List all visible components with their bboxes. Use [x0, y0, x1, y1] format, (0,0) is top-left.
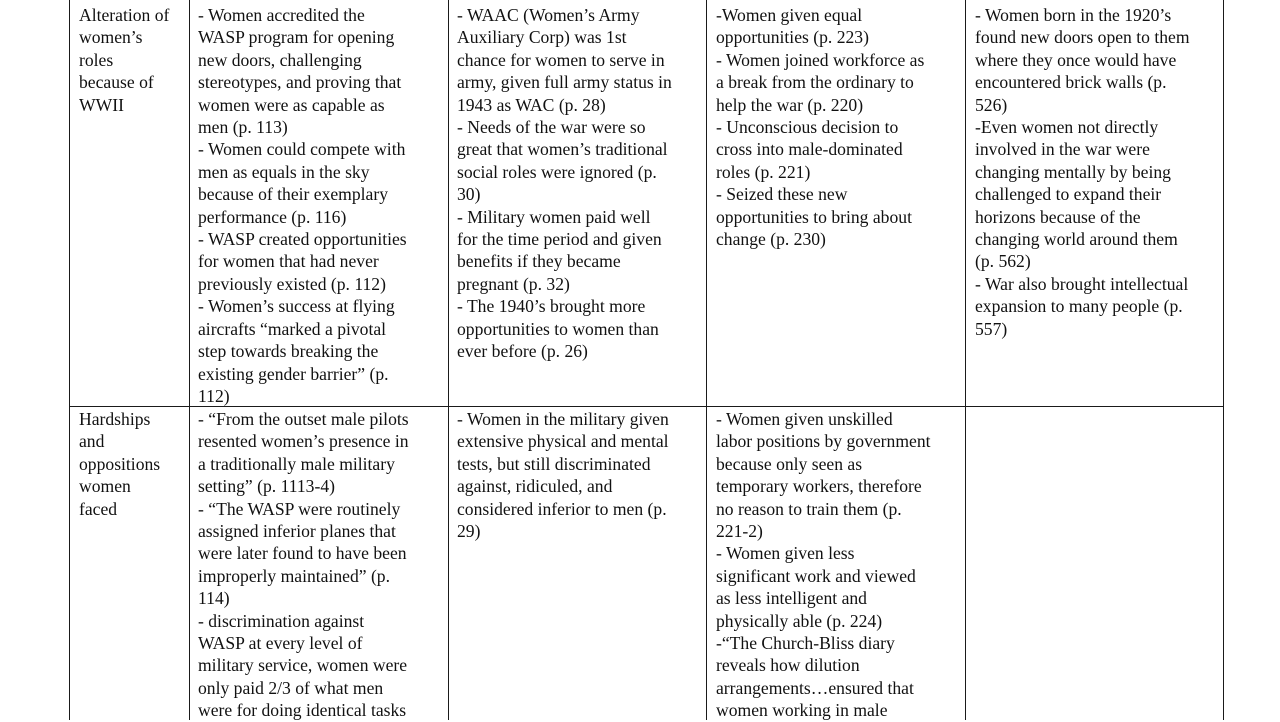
- cell-line: for women that had never: [198, 251, 379, 272]
- cell-line: oppositions: [79, 453, 161, 474]
- table-divider-1: [189, 0, 190, 720]
- cell-line: opportunities to bring about: [716, 206, 912, 227]
- table-cell-row1-heading: [79, 4, 187, 116]
- cell-line: cross into male-dominated: [716, 139, 903, 160]
- cell-line: - Unconscious decision to: [716, 117, 899, 138]
- cell-line: social roles were ignored (p.: [457, 161, 657, 182]
- cell-line: aircrafts “marked a pivotal: [198, 318, 387, 339]
- cell-line: - Women’s success at flying: [198, 296, 395, 317]
- cell-line: reveals how dilution: [716, 655, 860, 676]
- cell-line: benefits if they became: [457, 251, 621, 272]
- cell-line: extensive physical and mental: [457, 431, 669, 452]
- cell-line: only paid 2/3 of what men: [198, 677, 384, 698]
- cell-line: roles: [79, 49, 114, 70]
- cell-line: - Military women paid well: [457, 206, 651, 227]
- cell-line: stereotypes, and proving that: [198, 72, 402, 93]
- cell-line: step towards breaking the: [198, 341, 379, 362]
- cell-line: Alteration of: [79, 5, 170, 25]
- cell-line: help the war (p. 220): [716, 94, 864, 115]
- cell-line: - Women given less: [716, 543, 855, 564]
- cell-line: changing world around them: [975, 229, 1178, 250]
- cell-line: new doors, challenging: [198, 49, 362, 70]
- cell-line: physically able (p. 224): [716, 610, 883, 631]
- cell-line: were for doing identical tasks: [198, 700, 407, 721]
- cell-line: improperly maintained” (p.: [198, 565, 391, 586]
- cell-line: 30): [457, 184, 481, 205]
- cell-line: - War also brought intellectual: [975, 273, 1189, 294]
- cell-line: where they once would have: [975, 49, 1177, 70]
- cell-line: great that women’s traditional: [457, 139, 668, 160]
- cell-line: opportunities (p. 223): [716, 27, 869, 48]
- cell-line: a traditionally male military: [198, 453, 395, 474]
- cell-line: 112): [198, 385, 230, 406]
- cell-line: WWII: [79, 94, 124, 115]
- table-cell-row2-col1: [198, 408, 446, 722]
- cell-line: existing gender barrier” (p.: [198, 363, 389, 384]
- cell-line: 1943 as WAC (p. 28): [457, 94, 606, 115]
- cell-line: faced: [79, 498, 118, 519]
- cell-line: men (p. 113): [198, 117, 288, 138]
- cell-line: pregnant (p. 32): [457, 273, 570, 294]
- cell-line: Hardships: [79, 409, 151, 429]
- cell-line: WASP program for opening: [198, 27, 395, 48]
- cell-line: women’s: [79, 27, 143, 48]
- cell-line: chance for women to serve in: [457, 49, 665, 70]
- table-cell-row2-heading: [79, 408, 187, 520]
- cell-line: performance (p. 116): [198, 206, 347, 227]
- cell-line: because only seen as: [716, 453, 863, 474]
- cell-line: - Women accredited the: [198, 5, 365, 25]
- cell-line: temporary workers, therefore: [716, 476, 922, 497]
- cell-line: - The 1940’s brought more: [457, 296, 646, 317]
- cell-line: for the time period and given: [457, 229, 662, 250]
- cell-line: changing mentally by being: [975, 161, 1171, 182]
- cell-line: because of: [79, 72, 154, 93]
- cell-line: 526): [975, 94, 1008, 115]
- cell-line: - “The WASP were routinely: [198, 498, 401, 519]
- cell-line: tests, but still discriminated: [457, 453, 651, 474]
- cell-line: resented women’s presence in: [198, 431, 409, 452]
- cell-line: ever before (p. 26): [457, 341, 588, 362]
- cell-line: no reason to train them (p.: [716, 498, 902, 519]
- table-divider-2: [448, 0, 449, 720]
- cell-line: expansion to many people (p.: [975, 296, 1183, 317]
- table-border-right: [1223, 0, 1224, 720]
- cell-line: 114): [198, 588, 230, 609]
- cell-line: (p. 562): [975, 251, 1031, 272]
- cell-line: roles (p. 221): [716, 161, 811, 182]
- cell-line: encountered brick walls (p.: [975, 72, 1167, 93]
- cell-line: -Even women not directly: [975, 117, 1159, 138]
- cell-line: - WASP created opportunities: [198, 229, 407, 250]
- table-divider-3: [706, 0, 707, 720]
- cell-line: women working in male: [716, 700, 888, 721]
- cell-line: found new doors open to them: [975, 27, 1190, 48]
- cell-line: significant work and viewed: [716, 565, 916, 586]
- cell-line: men as equals in the sky: [198, 161, 370, 182]
- cell-line: Auxiliary Corp) was 1st: [457, 27, 627, 48]
- cell-line: - Needs of the war were so: [457, 117, 646, 138]
- table-divider-4: [965, 0, 966, 720]
- cell-line: against, ridiculed, and: [457, 476, 613, 497]
- cell-line: and: [79, 431, 105, 452]
- cell-line: setting” (p. 1113-4): [198, 476, 335, 497]
- cell-line: were later found to have been: [198, 543, 407, 564]
- cell-line: 221-2): [716, 521, 763, 542]
- cell-line: opportunities to women than: [457, 318, 659, 339]
- cell-line: military service, women were: [198, 655, 408, 676]
- cell-line: WASP at every level of: [198, 633, 363, 654]
- cell-line: horizons because of the: [975, 206, 1141, 227]
- cell-line: - Women given unskilled: [716, 409, 893, 429]
- cell-line: women: [79, 476, 131, 497]
- table-cell-row1-col4: [975, 4, 1223, 340]
- table-cell-row2-col2: [457, 408, 705, 542]
- cell-line: because of their exemplary: [198, 184, 389, 205]
- cell-line: - Women born in the 1920’s: [975, 5, 1172, 25]
- cell-line: -Women given equal: [716, 5, 863, 25]
- cell-line: challenged to expand their: [975, 184, 1162, 205]
- cell-line: - “From the outset male pilots: [198, 409, 409, 429]
- cell-line: - Women in the military given: [457, 409, 669, 429]
- cell-line: as less intelligent and: [716, 588, 867, 609]
- cell-line: - WAAC (Women’s Army: [457, 5, 640, 25]
- cell-line: 557): [975, 318, 1008, 339]
- cell-line: - Women joined workforce as: [716, 49, 925, 70]
- table-cell-row1-col2: [457, 4, 705, 363]
- cell-line: a break from the ordinary to: [716, 72, 914, 93]
- table-cell-row2-col3: [716, 408, 964, 722]
- table-cell-row1-col3: [716, 4, 964, 250]
- cell-line: involved in the war were: [975, 139, 1150, 160]
- cell-line: arrangements…ensured that: [716, 677, 914, 698]
- cell-line: considered inferior to men (p.: [457, 498, 667, 519]
- cell-line: women were as capable as: [198, 94, 385, 115]
- cell-line: - Seized these new: [716, 184, 848, 205]
- cell-line: labor positions by government: [716, 431, 931, 452]
- table-cell-row1-col1: [198, 4, 446, 407]
- cell-line: army, given full army status in: [457, 72, 672, 93]
- cell-line: 29): [457, 521, 481, 542]
- cell-line: previously existed (p. 112): [198, 273, 386, 294]
- cell-line: - Women could compete with: [198, 139, 406, 160]
- table-border-left: [69, 0, 70, 720]
- cell-line: - discrimination against: [198, 610, 365, 631]
- cell-line: assigned inferior planes that: [198, 521, 396, 542]
- cell-line: change (p. 230): [716, 229, 826, 250]
- cell-line: -“The Church-Bliss diary: [716, 633, 895, 654]
